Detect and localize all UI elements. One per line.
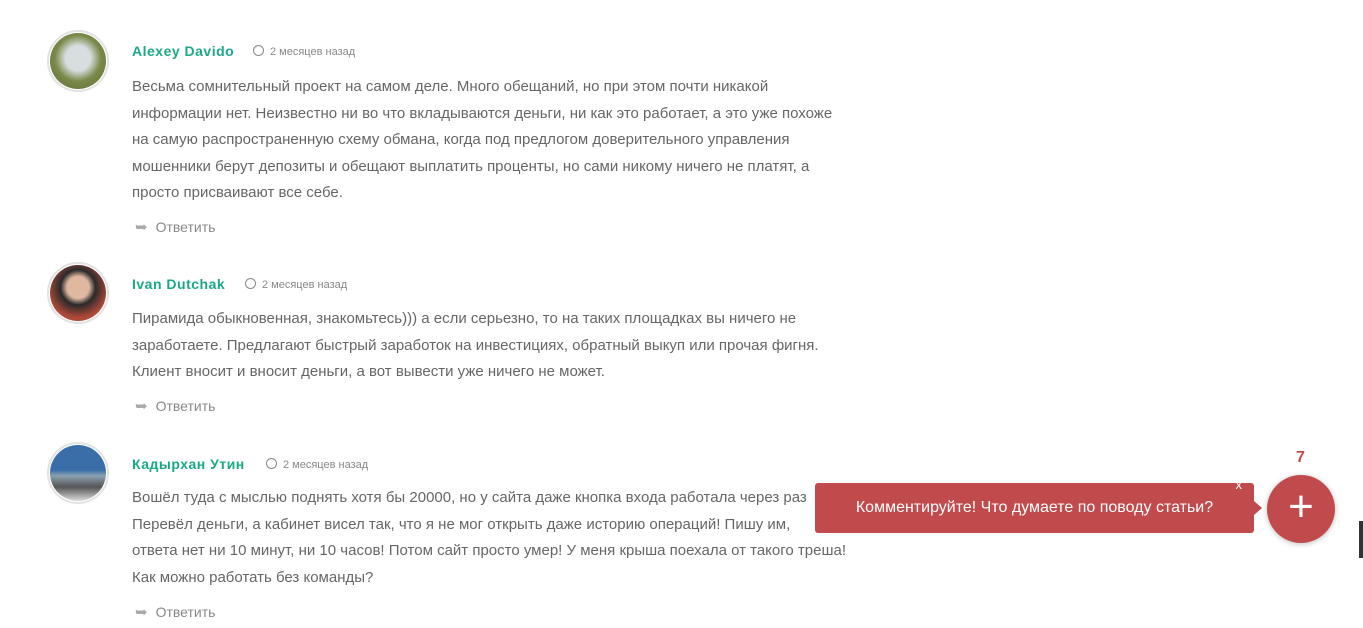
reply-button[interactable] — [135, 603, 215, 621]
comment-time — [253, 45, 355, 58]
text-line: мошенники берут депозиты и обещают выплатить проценты, но сами никому ничего не платят, а — [132, 157, 810, 175]
scrollbar[interactable] — [1359, 521, 1363, 558]
text-line: просто присваивают все себе. — [132, 184, 343, 201]
avatar[interactable] — [47, 442, 109, 504]
popup-text: Комментируйте! Что думаете по поводу статьи? — [855, 499, 1214, 516]
text-line: Перевёл деньги, а кабинет висел так, что я не мог открыть даже историю операций! Пишу им, — [132, 515, 791, 533]
clock-icon — [266, 458, 277, 469]
text-line: Вошёл туда с мыслью поднять хотя бы 20000, но у сайта даже кнопка входа работала через раз — [132, 489, 807, 506]
author-name[interactable]: Ivan Dutchak — [132, 276, 226, 292]
author-name[interactable]: Кадырхан Утин — [132, 456, 245, 472]
text-line: заработаете. Предлагают быстрый заработок на инвестициях, обратный выкуп или прочая фигня. — [132, 336, 819, 354]
avatar[interactable] — [47, 30, 109, 92]
author-name[interactable]: Alexey Davido — [132, 43, 235, 59]
reply-label: Ответить — [155, 604, 216, 620]
comment-count: 7 — [1296, 449, 1305, 466]
plus-icon: + — [1288, 482, 1314, 531]
reply-arrow-icon: ➥ — [135, 604, 148, 621]
reply-button[interactable] — [135, 397, 215, 415]
reply-arrow-icon: ➥ — [135, 398, 148, 415]
text-line: Весьма сомнительный проект на самом деле. Много обещаний, но при этом почти никакой — [132, 78, 769, 95]
add-comment-button[interactable] — [1267, 475, 1335, 543]
close-popup-button[interactable]: x — [1235, 477, 1242, 492]
time-text: 2 месяцев назад — [270, 46, 356, 58]
avatar[interactable] — [47, 262, 109, 324]
reply-arrow-icon: ➥ — [135, 219, 148, 236]
text-line: на самую распространенную схему обмана, когда под предлогом доверительного управления — [132, 131, 790, 148]
text-line: Как можно работать без команды? — [132, 568, 374, 586]
comment-text — [132, 306, 872, 386]
reply-button[interactable] — [135, 218, 215, 236]
reply-label: Ответить — [155, 398, 216, 414]
text-line: Клиент вносит и вносит деньги, а вот вывести уже ничего не может. — [132, 363, 605, 380]
time-text: 2 месяцев назад — [283, 459, 369, 471]
clock-icon — [253, 45, 264, 56]
clock-icon — [245, 278, 256, 289]
time-text: 2 месяцев назад — [262, 279, 348, 291]
comment-time — [266, 458, 368, 471]
comment-time — [245, 278, 347, 291]
comment-prompt-popup[interactable] — [815, 477, 1254, 533]
text-line: ответа нет ни 10 минут, ни 10 часов! Потом сайт просто умер! У меня крыша поехала от такого треша! — [132, 542, 847, 559]
comment-text — [132, 485, 872, 591]
comment-text — [132, 74, 872, 207]
text-line: информации нет. Неизвестно ни во что вкладываются деньги, ни как это работает, а это уже похоже — [132, 104, 833, 122]
text-line: Пирамида обыкновенная, знакомьтесь))) а если серьезно, то на таких площадках вы ничего не — [132, 310, 797, 327]
reply-label: Ответить — [155, 219, 216, 235]
